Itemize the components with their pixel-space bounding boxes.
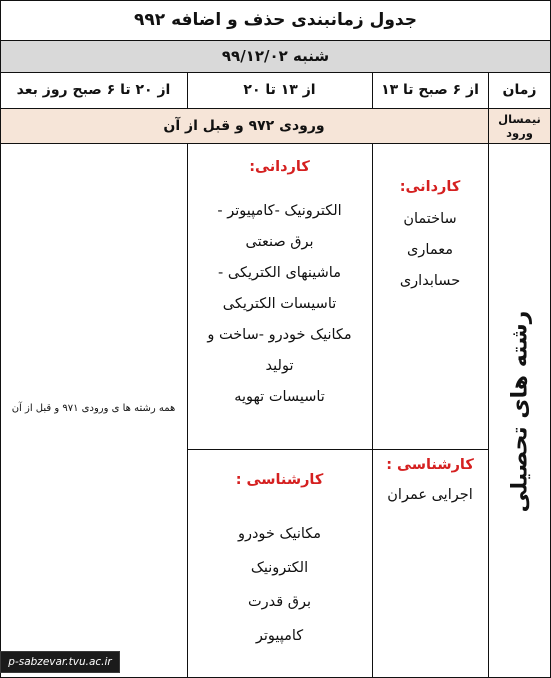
slot1-kardani-cell bbox=[372, 170, 488, 310]
list-item: کامپیوتر bbox=[255, 628, 304, 644]
list-item: مکانیک خودرو -ساخت و bbox=[207, 327, 352, 343]
list-item: تاسیسات تهویه bbox=[234, 389, 325, 405]
grid-line bbox=[372, 143, 373, 678]
entry-label-cell bbox=[488, 108, 551, 144]
list-item: مکانیک خودرو bbox=[237, 526, 322, 542]
list-item: الکترونیک -کامپیوتر - bbox=[217, 203, 342, 219]
list-item: معماری bbox=[407, 242, 453, 258]
list-item: الکترونیک bbox=[250, 560, 309, 576]
slot3-note: همه رشته ها ی ورودی ۹۷۱ و قبل از آن bbox=[11, 402, 176, 414]
grid-line bbox=[0, 108, 551, 109]
grid-line bbox=[0, 0, 551, 1]
grid-line bbox=[0, 143, 551, 144]
grid-line bbox=[372, 72, 373, 108]
majors-label-cell bbox=[488, 144, 551, 678]
grid-line bbox=[488, 72, 489, 678]
site-watermark: p-sabzevar.tvu.ac.ir bbox=[0, 651, 120, 673]
list-item: اجرایی عمران bbox=[387, 487, 473, 503]
date-label: شنبه ۹۹/۱۲/۰۲ bbox=[221, 47, 330, 65]
slot1-karshenasi-heading: کارشناسی : bbox=[386, 457, 474, 473]
list-item: حسابداری bbox=[399, 273, 461, 289]
header-cell-time bbox=[488, 72, 551, 108]
slot2-karshenasi-heading: کارشناسی : bbox=[235, 472, 324, 488]
grid-line bbox=[187, 143, 188, 678]
slot1-kardani-list bbox=[400, 170, 461, 297]
header-slot3-label: از ۲۰ تا ۶ صبح روز بعد bbox=[16, 82, 171, 98]
grid-line bbox=[0, 40, 551, 41]
list-item: تولید bbox=[265, 358, 294, 374]
entry-label: نیمسال ورود bbox=[498, 112, 541, 140]
majors-label: رشته های تحصیلی bbox=[506, 310, 532, 512]
slot2-karshenasi-cell bbox=[187, 465, 372, 665]
header-cell-slot2 bbox=[187, 72, 372, 108]
header-time-label: زمان bbox=[502, 82, 537, 98]
list-item: ساختمان bbox=[403, 211, 457, 227]
slot1-karshenasi-cell bbox=[372, 450, 488, 510]
slot2-kardani-cell bbox=[187, 152, 372, 442]
grid-line bbox=[187, 449, 488, 450]
list-item: تاسیسات الکتریکی bbox=[222, 296, 337, 312]
slot3-cell bbox=[0, 396, 187, 420]
grid-line bbox=[0, 0, 1, 678]
list-item: ماشینهای الکتریکی - bbox=[218, 265, 341, 281]
slot2-kardani-heading: کاردانی: bbox=[249, 159, 310, 175]
title-band bbox=[0, 0, 551, 40]
grid-line bbox=[0, 72, 551, 73]
header-cell-slot3 bbox=[0, 72, 187, 108]
list-item: برق صنعتی bbox=[245, 234, 314, 250]
slot1-karshenasi-list bbox=[386, 450, 474, 511]
header-slot2-label: از ۱۳ تا ۲۰ bbox=[243, 82, 316, 98]
slot2-kardani-list bbox=[207, 152, 351, 413]
header-slot1-label: از ۶ صبح تا ۱۳ bbox=[381, 82, 479, 98]
entry-value-cell bbox=[0, 108, 488, 144]
grid-line bbox=[187, 72, 188, 108]
page-title: جدول زمانبندی حذف و اضافه ۹۹۲ bbox=[134, 10, 417, 30]
header-cell-slot1 bbox=[372, 72, 488, 108]
list-item: برق قدرت bbox=[247, 594, 312, 610]
entry-value: ورودی ۹۷۲ و قبل از آن bbox=[163, 118, 325, 134]
slot1-kardani-heading: کاردانی: bbox=[399, 179, 461, 195]
date-band bbox=[0, 40, 551, 72]
slot2-karshenasi-list bbox=[236, 465, 324, 653]
